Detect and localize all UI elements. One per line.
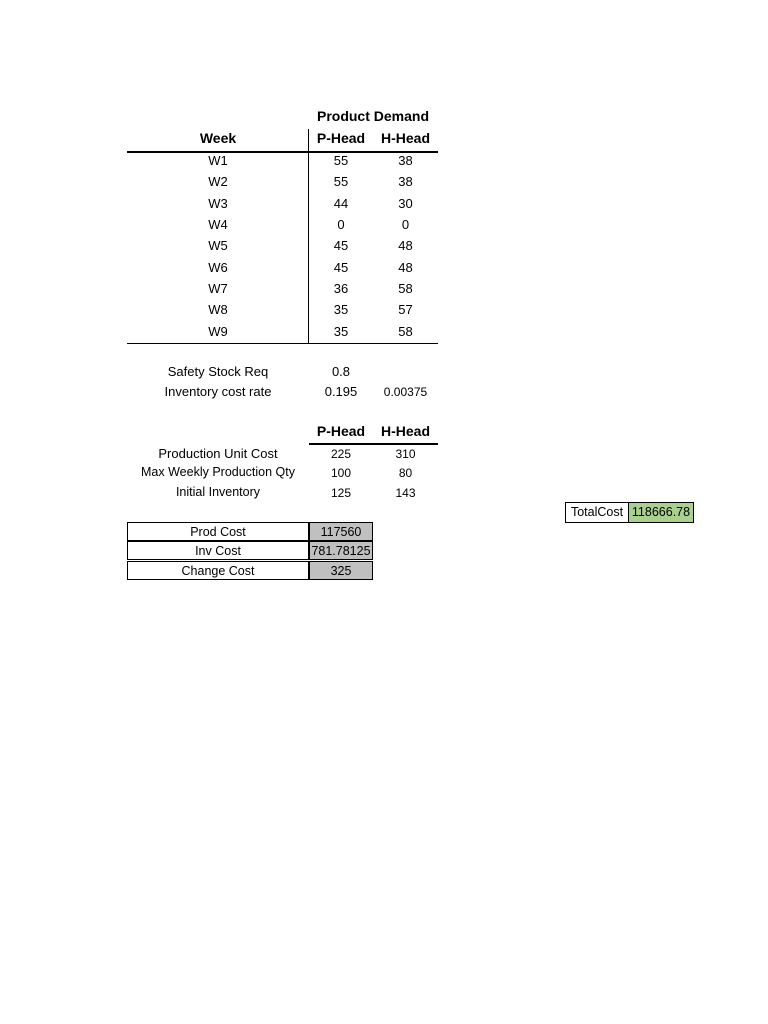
h-head-cell: 58 [398,324,413,339]
h-head-cell: 58 [398,281,413,296]
p-head-cell: 44 [333,196,349,211]
week-cell: W3 [208,196,228,211]
production-h-head-header: H-Head [380,423,430,439]
week-cell: W8 [208,302,228,317]
cost-row-change [127,561,373,580]
h-head-cell: 80 [398,466,413,480]
safety-stock-label: Safety Stock Req [167,364,269,379]
p-head-cell: 45 [333,260,349,275]
production-header-underline [309,443,438,445]
cost-row-prod [127,522,373,541]
h-head-cell: 38 [398,153,413,168]
production-label-cell: Max Weekly Production Qty [141,465,295,479]
h-head-cell: 0 [401,217,410,232]
p-head-cell: 225 [330,447,352,461]
prod-cost-value: 117560 [309,522,373,541]
h-head-cell: 38 [398,174,413,189]
safety-stock-value: 0.8 [331,364,351,379]
production-label-cell: Initial Inventory [175,485,261,499]
total-cost-label-cell: TotalCost [565,502,629,523]
h-head-header: H-Head [380,130,430,146]
p-head-cell: 45 [333,238,349,253]
total-cost-value-cell: 118666.78 [628,502,694,523]
inventory-cost-rate-p-head: 0.195 [324,384,358,399]
p-head-cell: 36 [333,281,349,296]
inventory-cost-rate-h-head: 0.00375 [383,385,428,399]
week-cell: W6 [208,260,228,275]
change-cost-value: 325 [309,561,373,580]
h-head-cell: 48 [398,238,413,253]
p-head-cell: 35 [333,302,349,317]
product-demand-header: Product Demand [316,108,429,124]
p-head-cell: 55 [333,153,349,168]
week-cell: W2 [208,174,228,189]
inv-cost-label: Inv Cost [127,541,309,560]
table-bottom-line [127,343,438,344]
prod-cost-label: Prod Cost [127,522,309,541]
week-cell: W7 [208,281,228,296]
inv-cost-value: 781.78125 [309,541,373,560]
production-p-head-header: P-Head [316,423,366,439]
h-head-cell: 48 [398,260,413,275]
change-cost-label: Change Cost [127,561,309,580]
p-head-cell: 100 [330,466,352,480]
cost-row-inv [127,541,373,560]
p-head-cell: 0 [337,217,345,232]
h-head-cell: 30 [398,196,413,211]
cost-breakdown [127,522,373,581]
h-head-cell: 57 [398,302,413,317]
production-label-cell: Production Unit Cost [158,446,278,461]
p-head-cell: 55 [333,174,349,189]
p-head-header: P-Head [316,130,366,146]
week-cell: W5 [208,238,228,253]
week-header: Week [199,130,237,146]
week-cell: W1 [208,153,228,168]
inventory-cost-rate-label: Inventory cost rate [164,384,272,399]
week-cell: W9 [208,324,228,339]
p-head-cell: 35 [333,324,349,339]
h-head-cell: 143 [395,486,416,500]
h-head-cell: 310 [395,447,416,461]
week-cell: W4 [208,217,228,232]
p-head-cell: 125 [330,486,352,500]
